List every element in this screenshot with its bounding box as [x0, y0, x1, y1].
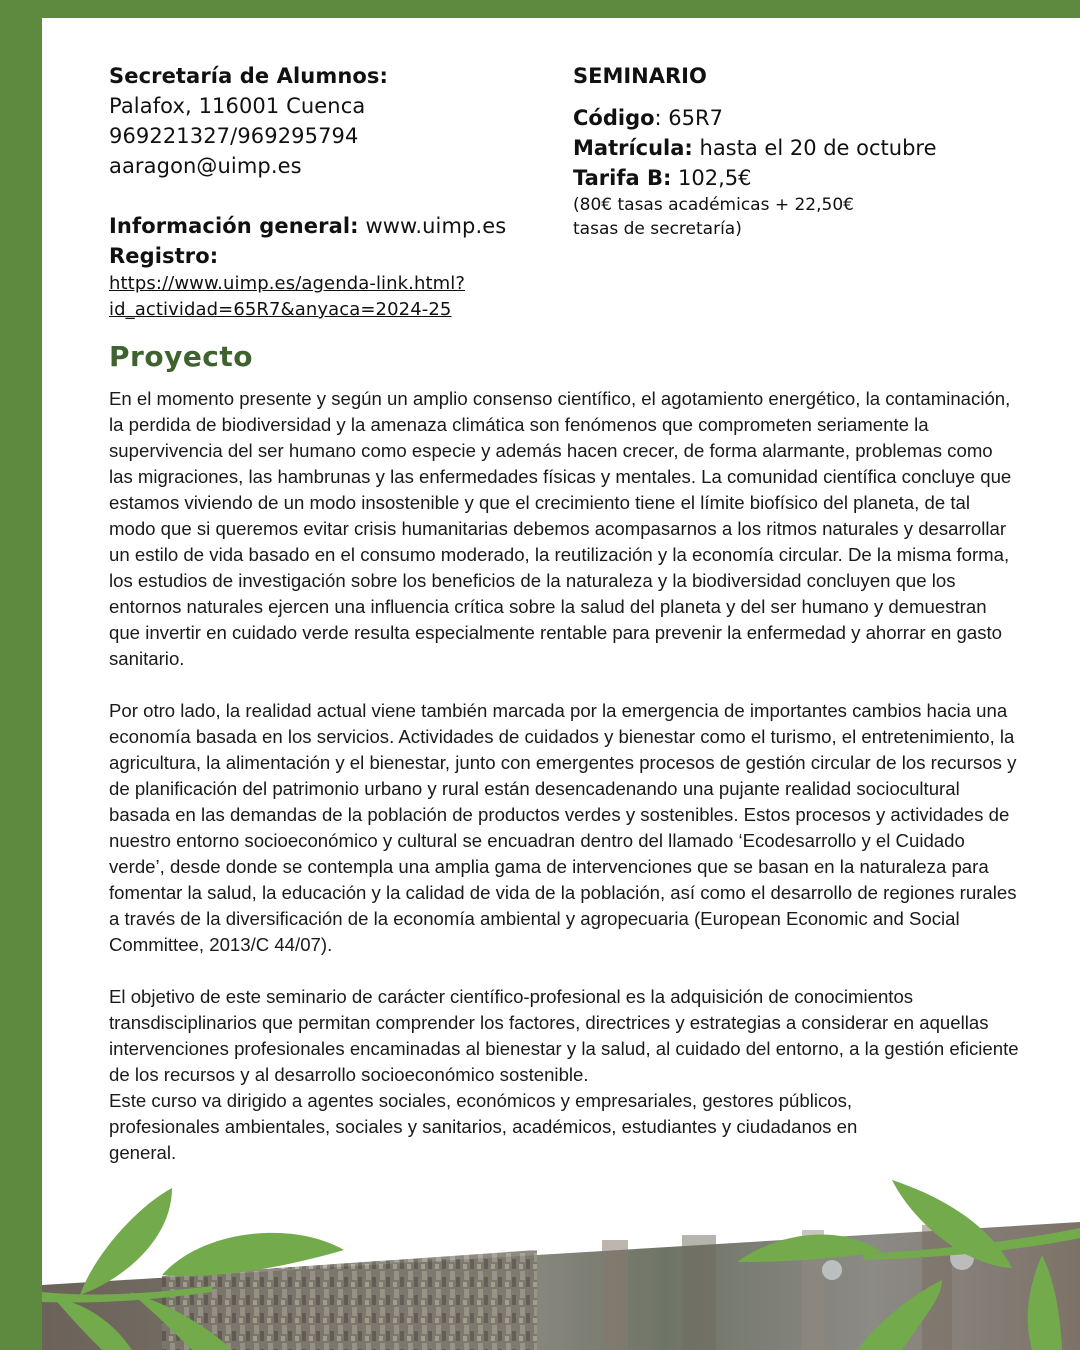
forest-leaves-illustration: [42, 1180, 1080, 1350]
secretaria-label: Secretaría de Alumnos:: [109, 64, 389, 88]
tarifa-note: [573, 193, 993, 241]
tarifa-note-line1: (80€ tasas académicas + 22,50€: [573, 195, 854, 215]
email-link[interactable]: aaragon@uimp.es: [109, 154, 302, 178]
matricula-line: [573, 133, 993, 163]
paragraph-3: El objetivo de este seminario de carácter científico-profesional es la adquisición de conocimientos transdisciplinarios que permitan comprender los factores, directrices y estrategias a considerar en aquellas intervenciones profesionales encaminadas al bienestar y la salud, al cuidado del entorno, a la gestión eficiente de los recursos y al desarrollo socioeconómico sostenible.: [109, 986, 1019, 1085]
paragraph-1: En el momento presente y según un amplio consenso científico, el agotamiento energético, la contaminación, la perdida de biodiversidad y la amenaza climática son fenómenos que comprometen seriamente la supervivencia del ser humano como especie y además hacen crecer, de forma alarmante, problemas como las migraciones, las hambrunas y las enfermedades físicas y mentales. La comunidad científica concluye que estamos viviendo de un modo insostenible y que el crecimiento tiene el límite biofísico del planeta, de tal modo que si queremos evitar crisis humanitarias debemos acompasarnos a los ritmos naturales y desarrollar un estilo de vida basado en el consumo moderado, la reutilización y la economía circular. De la misma forma, los estudios de investigación sobre los beneficios de la naturaleza y la biodiversidad concluyen que los entornos naturales ejercen una influencia crítica sobre la salud del planeta y del ser humano y demuestran que invertir en cuidado verde resulta especialmente rentable para prevenir la enfermedad y ahorrar en gasto sanitario.: [109, 388, 1012, 669]
paragraph-2: Por otro lado, la realidad actual viene también marcada por la emergencia de importantes cambios hacia una economía basada en los servicios. Actividades de cuidados y bienestar como el turismo, el entretenimiento, la agricultura, la alimentación y el bienestar, junto con emergentes procesos de gestión circular de los recursos y de planificación del patrimonio urbano y rural están desencadenando una pujante realidad sociocultural basada en las demandas de la población de productos verdes y sostenibles. Estos procesos y actividades de nuestro entorno socioeconómico y cultural se encuadran dentro del llamado ‘Ecodesarrollo y el Cuidado verde’, desde donde se contempla una amplia gama de intervenciones que se basan en la naturaleza para fomentar la salud, la educación y la calidad de vida de la población, así como el desarrollo de regiones rurales a través de la diversificación de la economía ambiental y agropecuaria (European Economic and Social Committee, 2013/C 44/07).: [109, 700, 1017, 955]
registro-link-line2: id_actividad=65R7&anyaca=2024-25: [109, 299, 452, 320]
section-heading-proyecto: Proyecto: [109, 340, 254, 373]
tarifa-line: [573, 163, 993, 193]
seminar-block: [573, 61, 993, 241]
codigo-line: [573, 103, 993, 133]
paragraph-4: Este curso va dirigido a agentes sociales, económicos y empresariales, gestores públicos, profesionales ambientales, sociales y sanitarios, académicos, estudiantes y ciudadanos en general.: [109, 1090, 858, 1163]
codigo-value: : 65R7: [654, 106, 723, 130]
matricula-label: Matrícula:: [573, 136, 693, 160]
phones: 969221327/969295794: [109, 124, 359, 148]
registro-link-line1: https://www.uimp.es/agenda-link.html?: [109, 273, 466, 294]
contact-block: [109, 61, 529, 323]
info-label: Información general:: [109, 214, 359, 238]
content-panel: [42, 18, 1080, 1350]
info-website-link[interactable]: www.uimp.es: [358, 214, 507, 238]
registro-label: Registro:: [109, 244, 219, 268]
info-line: [109, 211, 529, 241]
seminar-type: SEMINARIO: [573, 64, 707, 88]
tarifa-value: 102,5€: [671, 166, 752, 190]
tarifa-note-line2: tasas de secretaría): [573, 219, 742, 239]
spacer: [109, 181, 529, 211]
address: Palafox, 116001 Cuenca: [109, 94, 366, 118]
tarifa-label: Tarifa B:: [573, 166, 672, 190]
registro-link[interactable]: [109, 271, 529, 323]
project-description: [109, 386, 1019, 1166]
forest-footer-decoration: [42, 1180, 1080, 1350]
codigo-label: Código: [573, 106, 655, 130]
matricula-value: hasta el 20 de octubre: [692, 136, 937, 160]
